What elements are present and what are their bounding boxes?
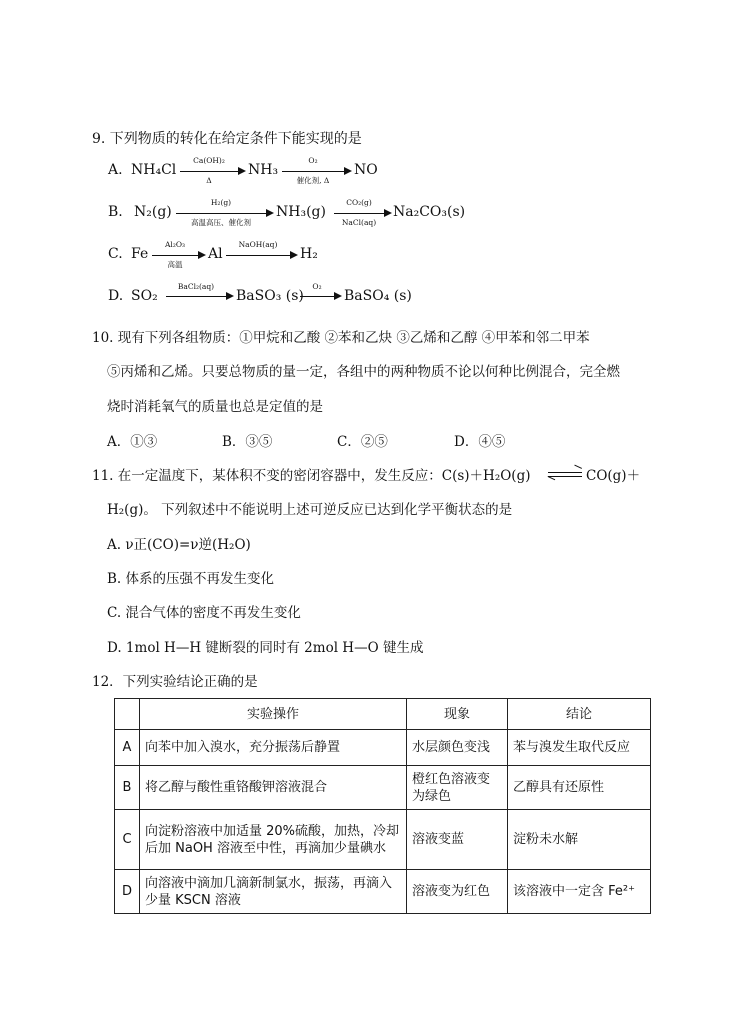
header-cell [115, 699, 140, 730]
reaction-arrow [152, 241, 206, 269]
intermediate: NH₃ [248, 162, 279, 178]
reaction-arrow [334, 199, 392, 227]
header-cell: 现象 [407, 699, 508, 730]
table-row [115, 810, 651, 870]
conclusion-cell: 乙醇具有还原性 [508, 766, 651, 810]
experiment-table [114, 698, 651, 914]
conclusion-cell: 苯与溴发生取代反应 [508, 730, 651, 766]
operation-cell: 将乙醇与酸性重铬酸钾溶液混合 [140, 766, 407, 810]
arrow-condition-top: Ca(OH)₂ [193, 156, 225, 165]
phenomenon-cell: 橙红色溶液变为绿色 [407, 766, 508, 810]
phenomenon-cell: 溶液变为红色 [407, 870, 508, 914]
q11-line-1-end: CO(g)＋ [586, 468, 641, 484]
arrow-condition-top: O₂ [312, 282, 322, 291]
table-header-row [115, 699, 651, 730]
operation-cell: 向溶液中滴加几滴新制氯水，振荡，再滴入少量 KSCN 溶液 [140, 870, 407, 914]
arrow-condition-bottom: 催化剂, Δ [296, 176, 330, 185]
q9-stem: 9. 下列物质的转化在给定条件下能实现的是 [92, 131, 362, 147]
reaction-arrow [282, 157, 352, 185]
q11-line-1: 11. 在一定温度下，某体积不变的密闭容器中，发生反应：C(s)＋H₂O(g) [92, 468, 531, 484]
reaction-arrow [176, 199, 274, 227]
q11-line-2: H₂(g)。 下列叙述中不能说明上述可逆反应已达到化学平衡状态的是 [107, 502, 513, 518]
arrow-condition-top: CO₂(g) [346, 198, 372, 207]
reactant: Fe [131, 246, 149, 262]
table-row [115, 730, 651, 766]
q12-stem: 12．下列实验结论正确的是 [92, 674, 258, 690]
reaction-arrow [226, 241, 298, 269]
table-row [115, 870, 651, 914]
q11-option-a: A. ν正(CO)=ν逆(H₂O) [107, 537, 251, 553]
q10-option-a: A．①③ [107, 434, 158, 450]
row-label: C [115, 810, 140, 870]
reactant: N₂(g) [134, 204, 172, 220]
arrow-condition-top: H₂(g) [210, 198, 232, 207]
q10-line-1: 10. 现有下列各组物质：①甲烷和乙酸 ②苯和乙炔 ③乙烯和乙醇 ④甲苯和邻二甲苯 [92, 330, 590, 346]
reaction-arrow [300, 283, 342, 309]
option-label: C. [108, 246, 123, 262]
option-label: B. [108, 204, 123, 220]
q10-option-c: C．②⑤ [337, 434, 388, 450]
product: Na₂CO₃(s) [393, 204, 466, 220]
reactant: SO₂ [131, 288, 158, 304]
row-label: A [115, 730, 140, 766]
row-label: B [115, 766, 140, 810]
arrow-condition-bottom: 高温高压、催化剂 [191, 218, 251, 227]
intermediate: NH₃(g) [276, 204, 326, 220]
header-cell: 结论 [508, 699, 651, 730]
option-label: A. [108, 162, 123, 178]
phenomenon-cell: 溶液变蓝 [407, 810, 508, 870]
arrow-condition-bottom: Δ [206, 176, 212, 185]
product: BaSO₄ (s) [344, 288, 412, 304]
q11-option-b: B. 体系的压强不再发生变化 [107, 571, 275, 587]
arrow-condition-bottom: 高温 [167, 260, 183, 269]
arrow-condition-top: O₂ [308, 156, 318, 165]
q11-option-d: D. 1mol H—H 键断裂的同时有 2mol H—O 键生成 [107, 640, 424, 656]
q10-line-2: ⑤丙烯和乙烯。只要总物质的量一定，各组中的两种物质不论以何种比例混合，完全燃 [107, 364, 620, 380]
option-label: D. [108, 288, 124, 304]
q10-line-3: 烧时消耗氧气的质量也总是定值的是 [107, 399, 323, 415]
reaction-arrow [166, 283, 234, 309]
conclusion-cell: 淀粉未水解 [508, 810, 651, 870]
phenomenon-cell: 水层颜色变浅 [407, 730, 508, 766]
operation-cell: 向淀粉溶液中加适量 20%硫酸，加热，冷却后加 NaOH 溶液至中性，再滴加少量碘水 [140, 810, 407, 870]
arrow-condition-top: Al₂O₃ [165, 240, 185, 249]
arrow-condition-top: BaCl₂(aq) [177, 282, 215, 291]
arrow-condition-top: NaOH(aq) [238, 240, 278, 249]
table-row [115, 766, 651, 810]
conclusion-cell: 该溶液中一定含 Fe²⁺ [508, 870, 651, 914]
intermediate: Al [208, 246, 223, 262]
q11-option-c: C. 混合气体的密度不再发生变化 [107, 605, 301, 621]
arrow-condition-bottom: NaCl(aq) [341, 218, 377, 227]
q10-option-d: D．④⑤ [454, 434, 506, 450]
q10-option-b: B．③⑤ [222, 434, 273, 450]
equilibrium-arrow-icon [548, 470, 582, 480]
header-cell: 实验操作 [140, 699, 407, 730]
product: NO [354, 162, 378, 178]
operation-cell: 向苯中加入溴水，充分振荡后静置 [140, 730, 407, 766]
reactant: NH₄Cl [131, 162, 177, 178]
intermediate: BaSO₃ (s) [236, 288, 304, 304]
reaction-arrow [180, 157, 246, 185]
product: H₂ [300, 246, 318, 262]
row-label: D [115, 870, 140, 914]
